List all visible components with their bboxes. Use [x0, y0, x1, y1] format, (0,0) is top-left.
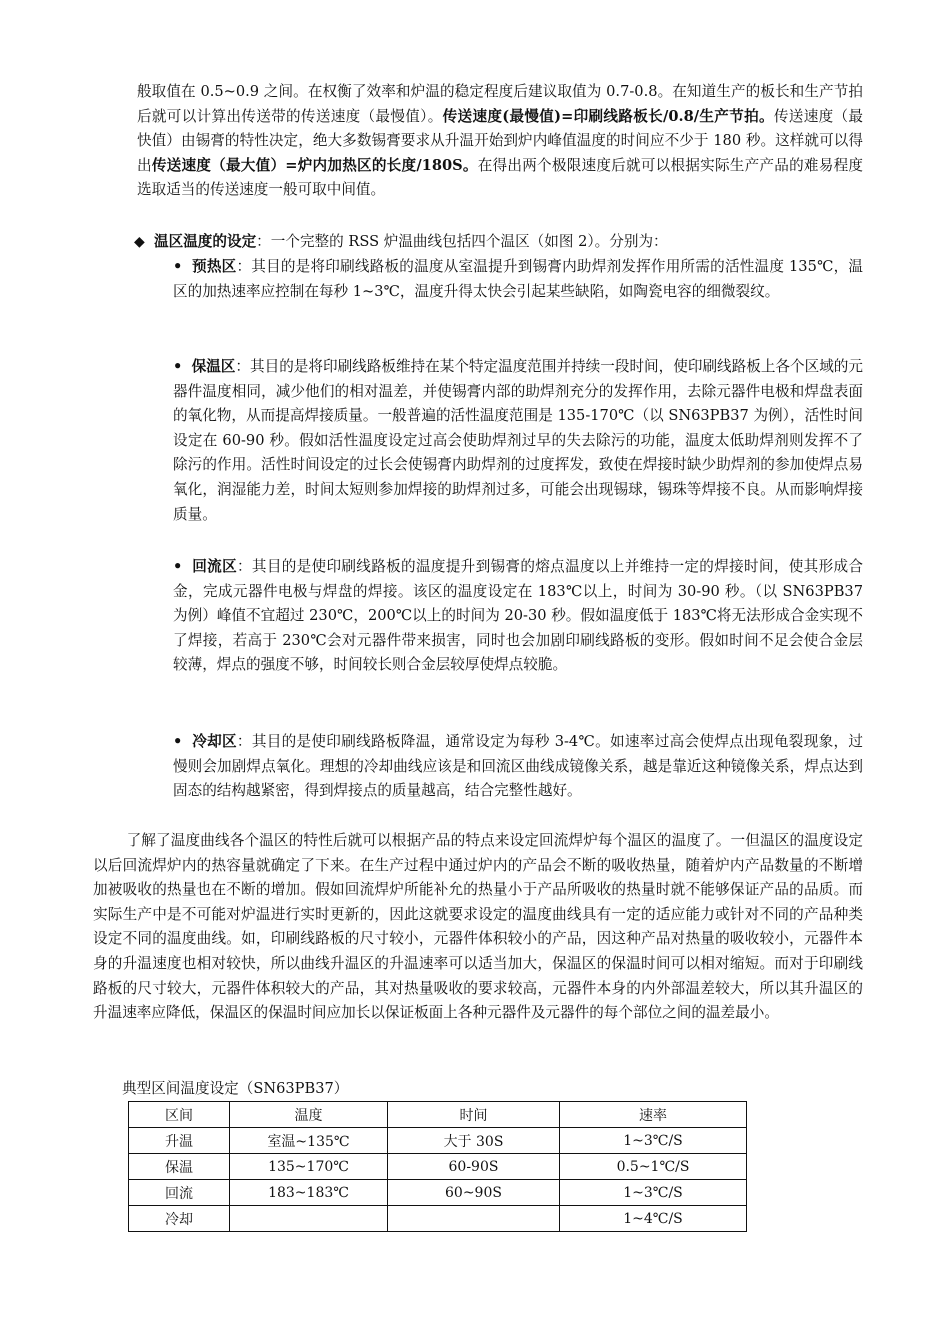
table-cell: 室温~135℃: [230, 1128, 388, 1154]
table-cell: 1~3℃/S: [560, 1128, 747, 1154]
table-caption: 典型区间温度设定（SN63PB37）: [122, 1080, 349, 1097]
intro-text-1: 般取值在 0.5~0.9 之间。在权衡了效率和炉温的稳定程度后建议取值为 0.7-0.8。在知道生产的板长和生产节拍后就可以计算出传送带的传送速度（最慢值）。: [137, 83, 863, 125]
table-cell: 183~183℃: [230, 1180, 388, 1206]
intro-formula-max: 传送速度（最大值）=炉内加热区的长度/180S。: [151, 156, 478, 174]
zone-name: 回流区: [192, 558, 237, 575]
zone-item-reflow: [173, 555, 863, 678]
diamond-bullet-icon: ◆: [134, 234, 145, 250]
zone-item-soak: [173, 355, 863, 527]
zone-name: 预热区: [192, 258, 237, 275]
zone-description: ：其目的是将印刷线路板的温度从室温提升到锡膏内助焊剂发挥作用所需的活性温度 135℃，温区的加热速率应控制在每秒 1~3℃，温度升得太快会引起某些缺陷，如陶瓷电容的细微裂纹。: [173, 258, 863, 300]
zone-settings-text: ：一个完整的 RSS 炉温曲线包括四个温区（如图 2）。分别为：: [256, 233, 668, 250]
bullet-dot-icon: •: [173, 733, 183, 750]
intro-formula-slowest: 传送速度(最慢值)=印刷线路板长/0.8/生产节拍。: [442, 107, 774, 125]
intro-text-3: 在得出两个极限速度后就可以根据实际生产产品的难易程度选取适当的传送速度一般可取中间值。: [137, 156, 863, 199]
table-row: [129, 1154, 747, 1180]
table-cell: [388, 1206, 560, 1232]
temperature-profile-table: [128, 1101, 747, 1232]
header-cell: 时间: [388, 1102, 560, 1128]
table-cell: 1~3℃/S: [560, 1180, 747, 1206]
zone-item-preheat: [173, 255, 863, 304]
bullet-dot-icon: •: [173, 258, 183, 275]
zone-name: 保温区: [191, 358, 236, 375]
table-cell: 冷却: [129, 1206, 230, 1232]
table-header-row: [129, 1102, 747, 1128]
table-cell: 保温: [129, 1154, 230, 1180]
bullet-dot-icon: •: [173, 358, 183, 375]
table-row: [129, 1206, 747, 1232]
table-cell: 60~90S: [388, 1180, 560, 1206]
table-cell: 0.5~1℃/S: [560, 1154, 747, 1180]
table-cell: 135~170℃: [230, 1154, 388, 1180]
table-cell: 升温: [129, 1128, 230, 1154]
table-cell: 1~4℃/S: [560, 1206, 747, 1232]
header-cell: 速率: [560, 1102, 747, 1128]
intro-text-2: 传送速度（最快值）由锡膏的特性决定，绝大多数锡膏要求从升温开始到炉内峰值温度的时间应不少于 180 秒。这样就可以得出: [137, 107, 863, 174]
table-row: [129, 1128, 747, 1154]
intro-paragraph: [137, 80, 863, 203]
zone-item-cooling: [173, 730, 863, 804]
zone-settings-title: 温区温度的设定: [154, 233, 257, 250]
table-cell: 回流: [129, 1180, 230, 1206]
table-cell: 60-90S: [388, 1154, 560, 1180]
zone-settings-heading: [134, 230, 864, 255]
table-cell: [230, 1206, 388, 1232]
zone-description: ：其目的是将印刷线路板维持在某个特定温度范围并持续一段时间，使印刷线路板上各个区域的元器件温度相同，减少他们的相对温差，并使锡膏内部的助焊剂充分的发挥作用，去除元器件电极和焊盘表面的氧化物，从而提高焊接质量。一般普遍的活性温度范围是 135-170℃（以 SN63PB37 为例），活性时间设定在 60-90 秒。假如活性温度设定过高会使助焊剂过早的失去除污的功能，温度太低助焊剂则发挥不了除污的作用。活性时间设定的过长会使锡膏内助焊剂的过度挥发，致使在焊接时缺少助焊剂的参加使焊点易氧化，润湿能力差，时间太短则参加焊接的助焊剂过多，可能会出现锡球，锡珠等焊接不良。从而影响焊接质量。: [173, 358, 863, 523]
table-row: [129, 1180, 747, 1206]
bullet-dot-icon: •: [173, 558, 183, 575]
zone-description: ：其目的是使印刷线路板的温度提升到锡膏的熔点温度以上并维持一定的焊接时间，使其形成合金，完成元器件电极与焊盘的焊接。该区的温度设定在 183℃以上，时间为 30-90 秒。（以 SN63PB37 为例）峰值不宜超过 230℃，200℃以上的时间为 20-30 秒。假如温度低于 183℃将无法形成合金实现不了焊接，若高于 230℃会对元器件带来损害，同时也会加剧印刷线路板的变形。假如时间不足会使合金层较薄，焊点的强度不够，时间较长则合金层较厚使焊点较脆。: [173, 558, 863, 674]
table-cell: 大于 30S: [388, 1128, 560, 1154]
zone-description: ：其目的是使印刷线路板降温，通常设定为每秒 3-4℃。如速率过高会使焊点出现龟裂现象，过慢则会加剧焊点氧化。理想的冷却曲线应该是和回流区曲线成镜像关系，越是靠近这种镜像关系，焊点达到固态的结构越紧密，得到焊接点的质量越高，结合完整性越好。: [173, 733, 863, 800]
header-cell: 温度: [230, 1102, 388, 1128]
header-cell: 区间: [129, 1102, 230, 1128]
summary-paragraph: 了解了温度曲线各个温区的特性后就可以根据产品的特点来设定回流焊炉每个温区的温度了。一但温区的温度设定以后回流焊炉内的热容量就确定了下来。在生产过程中通过炉内的产品会不断的吸收热量，随着炉内产品数量的不断增加被吸收的热量也在不断的增加。假如回流焊炉所能补允的热量小于产品所吸收的热量时就不能够保证产品的品质。而实际生产中是不可能对炉温进行实时更新的，因此这就要求设定的温度曲线具有一定的适应能力或针对不同的产品种类设定不同的温度曲线。如，印刷线路板的尺寸较小，元器件体积较小的产品，因这种产品对热量的吸收较小，元器件本身的升温速度也相对较快，所以曲线升温区的升温速率可以适当加大，保温区的保温时间可以相对缩短。而对于印刷线路板的尺寸较大，元器件体积较大的产品，其对热量吸收的要求较高，元器件本身的内外部温差较大，所以其升温区的升温速率应降低，保温区的保温时间应加长以保证板面上各种元器件及元器件的每个部位之间的温差最小。: [93, 832, 863, 1022]
zone-name: 冷却区: [192, 733, 237, 750]
